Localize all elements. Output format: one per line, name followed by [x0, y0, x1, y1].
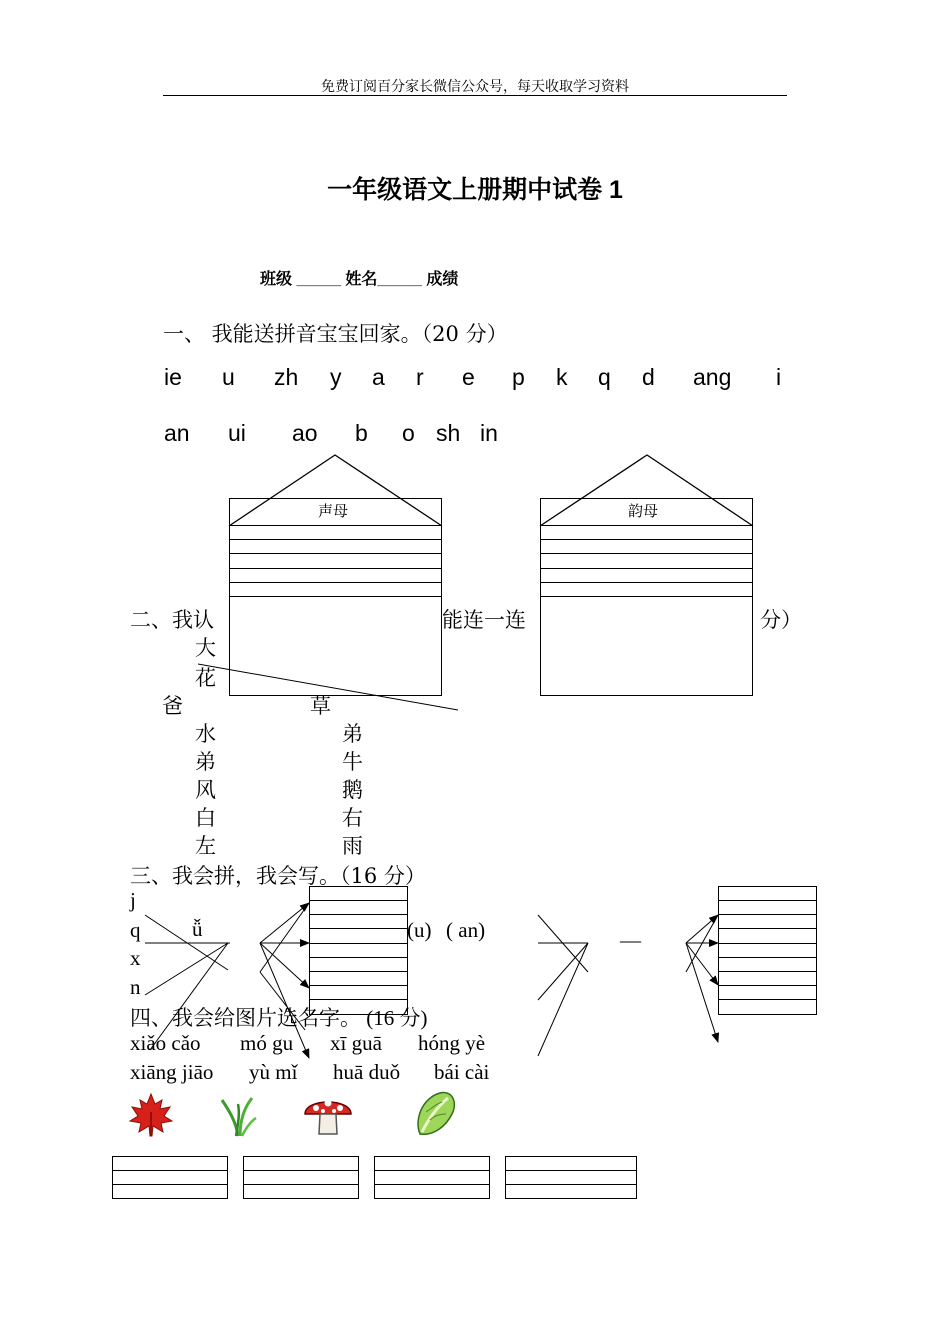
q3-consonant: j — [130, 888, 136, 912]
q2-right-char: 牛 — [342, 750, 363, 774]
q2-left-char: 左 — [195, 834, 216, 858]
student-info: 班级 _____ 姓名_____ 成绩 — [260, 271, 459, 288]
q3-consonant: x — [130, 946, 141, 970]
q3-arrow — [260, 943, 309, 1058]
q2-right-char: 弟 — [342, 722, 363, 746]
q1-row1-11: ang — [693, 364, 732, 390]
q1-row1-3: y — [330, 364, 342, 390]
q1-row2-0: an — [164, 420, 190, 446]
q1-row1-9: q — [598, 364, 611, 390]
q4-word: mó gu — [240, 1031, 294, 1055]
page-title: 一年级语文上册期中试卷 1 — [327, 176, 623, 204]
q1-heading: 一、 我能送拼音宝宝回家。（20 分） — [163, 322, 508, 346]
q4-word: bái cài — [434, 1060, 490, 1084]
q1-row1-4: a — [372, 364, 385, 390]
q3-vowel: ǚ — [192, 917, 203, 941]
q1-row1-10: d — [642, 364, 655, 390]
q2-right-char: 右 — [342, 806, 363, 830]
q2-heading-mid: 能连一连 — [442, 608, 526, 632]
q1-row2-4: o — [402, 420, 415, 446]
q1-row2-3: b — [355, 420, 368, 446]
q4-word: xiāng jiāo — [130, 1060, 214, 1084]
q3-consonant: n — [130, 975, 141, 999]
q3-cross-line — [150, 943, 228, 1050]
q1-row2-5: sh — [436, 420, 461, 446]
q1-row2-2: ao — [292, 420, 318, 446]
q2-right-char: 鹅 — [342, 778, 363, 802]
house-label-yunmu: 韵母 — [628, 502, 659, 520]
q3-cross-line — [145, 943, 228, 995]
q2-heading-end: 分） — [760, 608, 802, 632]
q4-heading: 四、我会给图片选名字。 (16 分) — [130, 1006, 428, 1030]
q1-row1-12: i — [776, 364, 782, 390]
q4-word: xī guā — [330, 1031, 382, 1055]
q1-row1-1: u — [222, 364, 235, 390]
q2-heading-start: 二、我认 — [130, 608, 214, 632]
q4-word: huā duǒ — [333, 1060, 401, 1084]
q2-left-char: 弟 — [195, 750, 216, 774]
house-roof-right — [540, 455, 753, 526]
q3-heading: 三、我会拼，我会写。（16 分） — [130, 864, 426, 888]
q3-arrow — [686, 915, 718, 943]
q1-row1-0: ie — [164, 364, 182, 390]
q3-cross-line — [538, 943, 588, 1000]
page-header: 免费订阅百分家长微信公众号，每天收取学习资料 — [321, 80, 629, 95]
q2-left-char: 白 — [195, 806, 216, 830]
q2-left-char: 大 — [195, 636, 216, 660]
q3-cross-line — [538, 943, 588, 1056]
q2-left-char: 水 — [195, 722, 216, 746]
q2-extra-right-char: 草 — [310, 694, 331, 718]
q2-right-char: 雨 — [342, 834, 363, 858]
q4-word: yù mǐ — [249, 1060, 298, 1084]
q1-row1-5: r — [416, 364, 424, 390]
q1-row2-6: in — [480, 420, 498, 446]
q1-row2-1: ui — [228, 420, 246, 446]
q2-left-char: 风 — [195, 778, 216, 802]
q3-dash: — — [620, 928, 641, 952]
q1-row1-6: e — [462, 364, 475, 390]
house-roof-left — [229, 455, 442, 526]
q1-row1-2: zh — [274, 364, 299, 390]
q3-arrow — [260, 972, 305, 1030]
house-label-shengmu: 声母 — [318, 502, 349, 520]
q2-connector-line — [198, 664, 458, 710]
q1-row1-7: p — [512, 364, 525, 390]
q3-arrow — [686, 943, 718, 1042]
q1-row1-8: k — [556, 364, 568, 390]
q2-extra-left-char: 爸 — [162, 694, 183, 718]
q4-word: hóng yè — [418, 1031, 486, 1055]
q3-consonant: q — [130, 918, 141, 942]
q3-u-paren: (u) — [407, 918, 432, 942]
q4-word: xiǎo cǎo — [130, 1031, 201, 1055]
q2-left-char: 花 — [195, 666, 216, 690]
q3-an-paren: ( an) — [446, 918, 486, 942]
